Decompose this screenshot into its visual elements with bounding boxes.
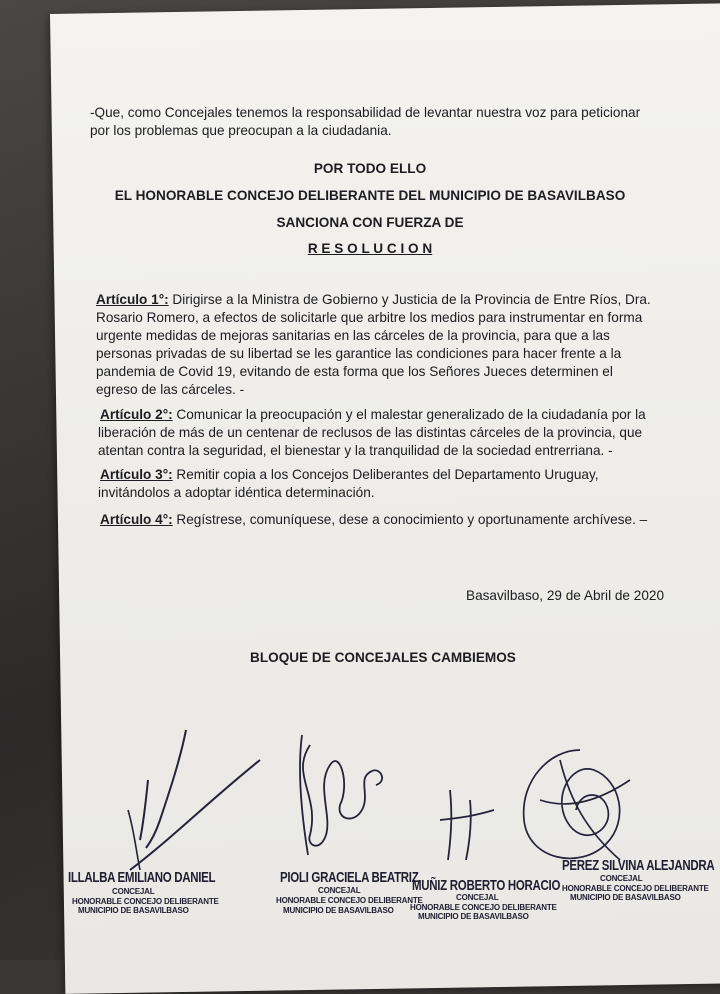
article-1-line-5: pandemia de Covid 19, evitando de esta forma que los Señores Jueces determinen el <box>96 364 613 379</box>
signature-3-body: HONORABLE CONCEJO DELIBERANTE <box>410 903 557 912</box>
signature-3-title: CONCEJAL <box>456 893 499 902</box>
bloque-title: BLOQUE DE CONCEJALES CAMBIEMOS <box>250 650 516 665</box>
signature-1-name: ILLALBA EMILIANO DANIEL <box>68 870 216 886</box>
signature-3-name: MUÑIZ ROBERTO HORACIO <box>412 878 561 894</box>
article-4-line-1: Artículo 4°: Regístrese, comuníquese, dese a conocimiento y oportunamente archívese. – <box>100 512 648 527</box>
heading-resolucion: R E S O L U C I O N <box>307 241 433 256</box>
article-3-line-1: Artículo 3°: Remitir copia a los Concejos Deliberantes del Departamento Uruguay, <box>100 467 599 482</box>
intro-line-1: -Que, como Concejales tenemos la responsabilidad de levantar nuestra voz para peticionar <box>90 105 641 120</box>
heading-sanciona: SANCIONA CON FUERZA DE <box>276 215 464 230</box>
signature-1-municipality: MUNICIPIO DE BASAVILBASO <box>78 906 189 915</box>
signature-1-title: CONCEJAL <box>112 887 155 896</box>
article-2-label: Artículo 2°: <box>100 407 173 422</box>
signature-3-municipality: MUNICIPIO DE BASAVILBASO <box>418 912 529 921</box>
signature-1-body: HONORABLE CONCEJO DELIBERANTE <box>72 897 219 906</box>
article-2-line-2: liberación de más de un centenar de reclusos de las distintas cárceles de la provincia, que <box>98 425 643 440</box>
heading-por-todo-ello: POR TODO ELLO <box>313 161 427 176</box>
heading-council: EL HONORABLE CONCEJO DELIBERANTE DEL MUNICIPIO DE BASAVILBASO <box>114 188 626 203</box>
signature-4-municipality: MUNICIPIO DE BASAVILBASO <box>570 893 681 902</box>
article-1-label: Artículo 1°: <box>96 292 169 307</box>
article-1-line-4: personas privadas de su libertad se les garantice las condiciones para hacer frente a la <box>96 346 622 361</box>
article-2-line-1: Artículo 2°: Comunicar la preocupación y el malestar generalizado de la ciudadanía por la <box>100 407 646 422</box>
signature-4-title: CONCEJAL <box>600 874 643 883</box>
signature-2-title: CONCEJAL <box>318 886 361 895</box>
signature-4-body: HONORABLE CONCEJO DELIBERANTE <box>562 884 709 893</box>
intro-line-2: por los problemas que preocupan a la ciudadania. <box>90 123 392 138</box>
article-1-line-2: Rosario Romero, a efectos de solicitarle que arbitre los medios para instrumentar en forma <box>96 310 643 325</box>
signature-scribble-1 <box>100 720 280 890</box>
article-3-label: Artículo 3°: <box>100 467 173 482</box>
signature-4-name: PEREZ SILVINA ALEJANDRA <box>562 858 715 874</box>
signature-2-name: PIOLI GRACIELA BEATRIZ <box>280 870 419 886</box>
signature-2-body: HONORABLE CONCEJO DELIBERANTE <box>276 896 423 905</box>
signature-scribble-2 <box>280 725 400 875</box>
place-date: Basavilbaso, 29 de Abril de 2020 <box>466 588 665 603</box>
article-1-line-6: egreso de las cárceles. - <box>96 382 245 397</box>
article-4-label: Artículo 4°: <box>100 512 173 527</box>
signature-2-municipality: MUNICIPIO DE BASAVILBASO <box>283 906 394 915</box>
signature-scribble-3 <box>430 780 510 870</box>
article-1-line-3: urgente medidas de mejoras sanitarias en las cárceles de la provincia, para que a las <box>96 328 610 343</box>
article-2-line-3: atentan contra la seguridad, el bienestar y la tranquilidad de la sociedad entrerriana. - <box>98 443 613 458</box>
article-3-line-2: invitándolos a adoptar idéntica determinación. <box>98 485 375 500</box>
article-1-line-1: Artículo 1°: Dirigirse a la Ministra de Gobierno y Justicia de la Provincia de Entre Ríos, Dra. <box>96 292 651 307</box>
